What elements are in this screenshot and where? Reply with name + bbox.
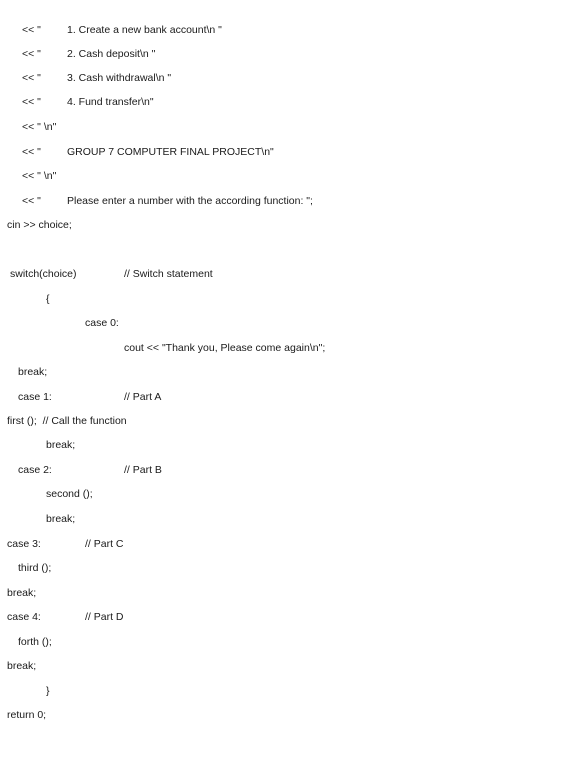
code-segment: break;: [7, 660, 37, 672]
code-segment: // Part B: [124, 464, 162, 476]
code-segment: // Part D: [85, 611, 124, 623]
code-line: [0, 46, 156, 62]
code-segment: << " \n": [22, 121, 57, 133]
code-line: [0, 413, 127, 429]
code-line: [0, 634, 52, 650]
code-line: [0, 364, 48, 380]
code-segment: third ();: [18, 562, 52, 574]
code-segment: << ": [22, 96, 41, 108]
code-line: [0, 462, 162, 478]
code-segment: 1. Create a new bank account\n ": [67, 24, 222, 36]
code-line: [0, 486, 93, 502]
code-line: [0, 315, 119, 331]
code-line: [0, 437, 76, 453]
code-segment: {: [46, 293, 50, 305]
code-segment: case 0:: [85, 317, 119, 329]
code-segment: << ": [22, 146, 41, 158]
code-segment: cin >> choice;: [7, 219, 72, 231]
code-segment: switch(choice): [10, 268, 77, 280]
code-line: [0, 707, 47, 723]
code-line: [0, 340, 326, 356]
code-segment: return 0;: [7, 709, 47, 721]
code-segment: 2. Cash deposit\n ": [67, 48, 156, 60]
code-segment: GROUP 7 COMPUTER FINAL PROJECT\n": [67, 146, 274, 158]
code-line: [0, 22, 222, 38]
code-line: [0, 585, 37, 601]
code-line: [0, 217, 72, 233]
code-segment: << " \n": [22, 170, 57, 182]
code-segment: // Switch statement: [124, 268, 213, 280]
code-segment: break;: [18, 366, 48, 378]
code-line: [0, 609, 124, 625]
code-line: [0, 168, 57, 184]
code-segment: break;: [46, 439, 76, 451]
code-segment: first (); // Call the function: [7, 415, 127, 427]
code-line: [0, 193, 313, 209]
code-segment: 4. Fund transfer\n": [67, 96, 154, 108]
code-segment: // Part A: [124, 391, 162, 403]
code-line: [0, 70, 172, 86]
code-segment: << ": [22, 24, 41, 36]
code-segment: break;: [7, 587, 37, 599]
code-segment: 3. Cash withdrawal\n ": [67, 72, 172, 84]
code-segment: case 4:: [7, 611, 41, 623]
code-line: [0, 658, 37, 674]
code-segment: << ": [22, 195, 41, 207]
code-segment: // Part C: [85, 538, 124, 550]
code-segment: case 2:: [18, 464, 52, 476]
code-segment: }: [46, 685, 50, 697]
code-segment: case 3:: [7, 538, 41, 550]
code-line: [0, 536, 124, 552]
code-segment: case 1:: [18, 391, 52, 403]
code-line: [0, 560, 52, 576]
code-line: [0, 389, 162, 405]
code-line: [0, 266, 213, 282]
code-segment: break;: [46, 513, 76, 525]
code-segment: << ": [22, 48, 41, 60]
code-line: [0, 144, 274, 160]
code-line: [0, 511, 76, 527]
code-segment: forth ();: [18, 636, 52, 648]
code-segment: second ();: [46, 488, 93, 500]
code-segment: Please enter a number with the according function: ";: [67, 195, 313, 207]
code-line: [0, 683, 50, 699]
code-segment: << ": [22, 72, 41, 84]
code-line: [0, 119, 57, 135]
code-line: [0, 94, 154, 110]
code-line: [0, 291, 50, 307]
code-segment: cout << "Thank you, Please come again\n";: [124, 342, 326, 354]
